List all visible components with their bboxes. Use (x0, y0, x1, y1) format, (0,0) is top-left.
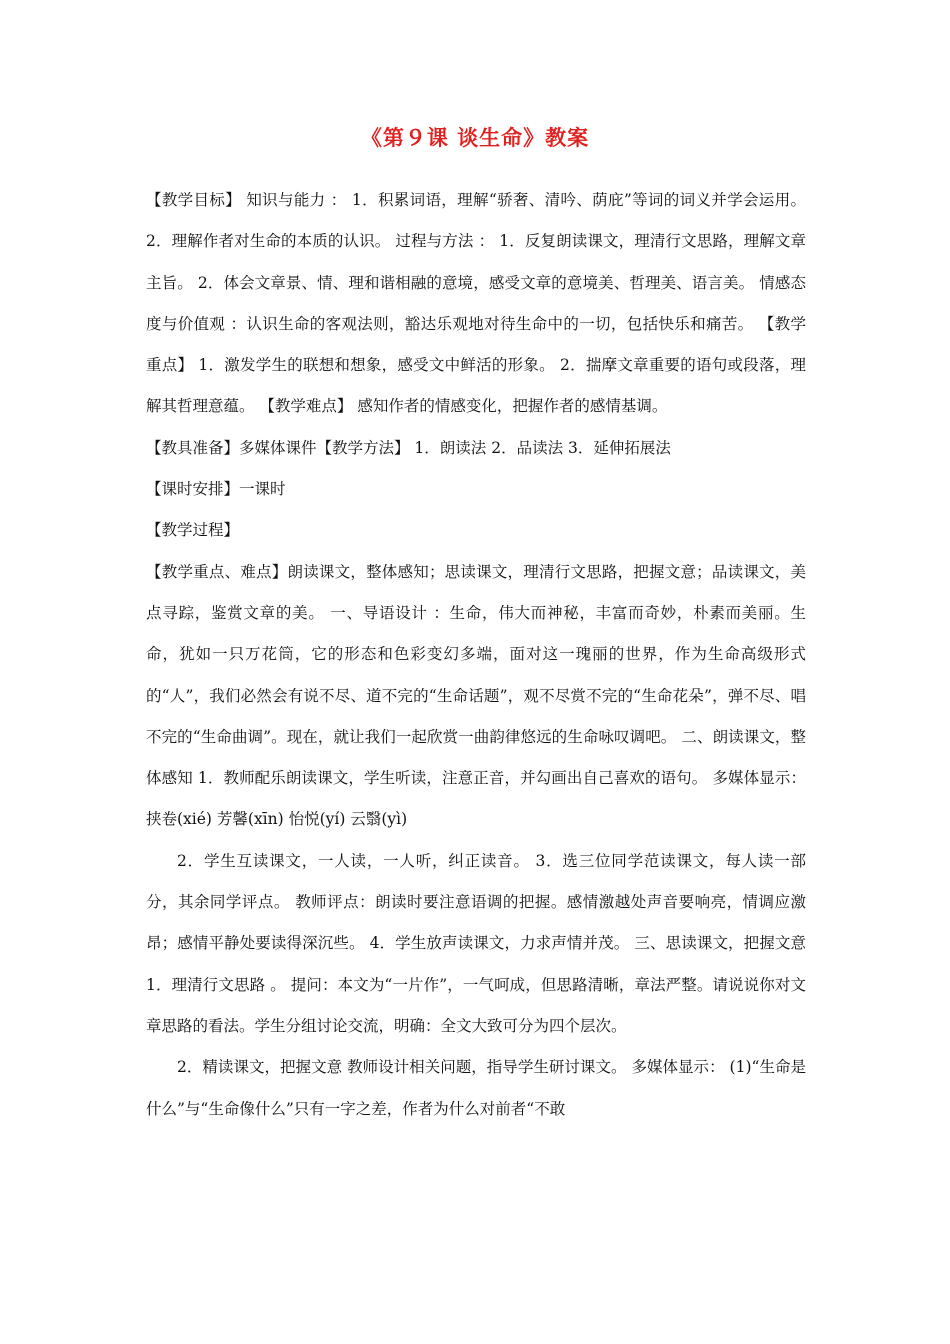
document-body (146, 180, 806, 1130)
paragraph-reading-steps: 2．学生互读课文，一人读，一人听，纠正读音。 3．选三位同学范读课文，每人读一部分，其余同学评点。 教师评点：朗读时要注意语调的把握。感情激越处声音要响亮，情调应激昂；感情平静处要读得深沉些。 4．学生放声读课文，力求声情并茂。 三、思读课文，把握文意 1．理清行文思路 。 提问：本文为“一片作”，一气呵成，但思路清晰，章法严整。请说说你对文章思路的看法。学生分组讨论交流，明确：全文大致可分为四个层次。 (146, 851, 806, 1035)
paragraph-process-intro: 【教学重点、难点】朗读课文，整体感知；思读课文，理清行文思路，把握文意；品读课文，美点寻踪，鉴赏文章的美。 一、导语设计 ：生命，伟大而神秘，丰富而奇妙，朴素而美丽。生命，犹如一只万花筒，它的形态和色彩变幻多端，面对这一瑰丽的世界，作为生命高级形式的“人”，我们必然会有说不尽、道不完的“生命话题”，观不尽赏不完的“生命花朵”，弹不尽、唱不完的“生命曲调”。现在，就让我们一起欣赏一曲韵律悠远的生命咏叹调吧。 二、朗读课文，整体感知 1．教师配乐朗读课文，学生听读，注意正音，并勾画出自己喜欢的语句。 多媒体显示： 挟卷(xié) 芳馨(xīn) 怡悦(yí) 云翳(yì) (146, 562, 806, 829)
paragraph-process-heading: 【教学过程】 (146, 521, 240, 540)
paragraph-objectives: 【教学目标】 知识与能力 ： 1．积累词语，理解“骄奢、清吟、荫庇”等词的词义并学会运用。 2．理解作者对生命的本质的认识。 过程与方法 ： 1．反复朗读课文，理清行文思路，理解文章主旨。 2．体会文章景、情、理和谐相融的意境，感受文章的意境美、哲理美、语言美。 情感态度与价值观 ：认识生命的客观法则，豁达乐观地对待生命中的一切，包括快乐和痛苦。 【教学重点】 1．激发学生的联想和想象，感受文中鲜活的形象。 2．揣摩文章重要的语句或段落，理解其哲理意蕴。 【教学难点】 感知作者的情感变化，把握作者的感情基调。 (146, 191, 806, 416)
page-title: 《第９课 谈生命》教案 (360, 126, 590, 150)
paragraph-close-reading: 2．精读课文，把握文意 教师设计相关问题，指导学生研讨课文。 多媒体显示： (1)“生命是什么”与“生命像什么”只有一字之差，作者为什么对前者“不敢 (146, 1058, 806, 1118)
paragraph-schedule: 【课时安排】一课时 (146, 480, 286, 499)
paragraph-materials: 【教具准备】多媒体课件【教学方法】 1．朗读法 2．品读法 3．延伸拓展法 (146, 438, 671, 457)
